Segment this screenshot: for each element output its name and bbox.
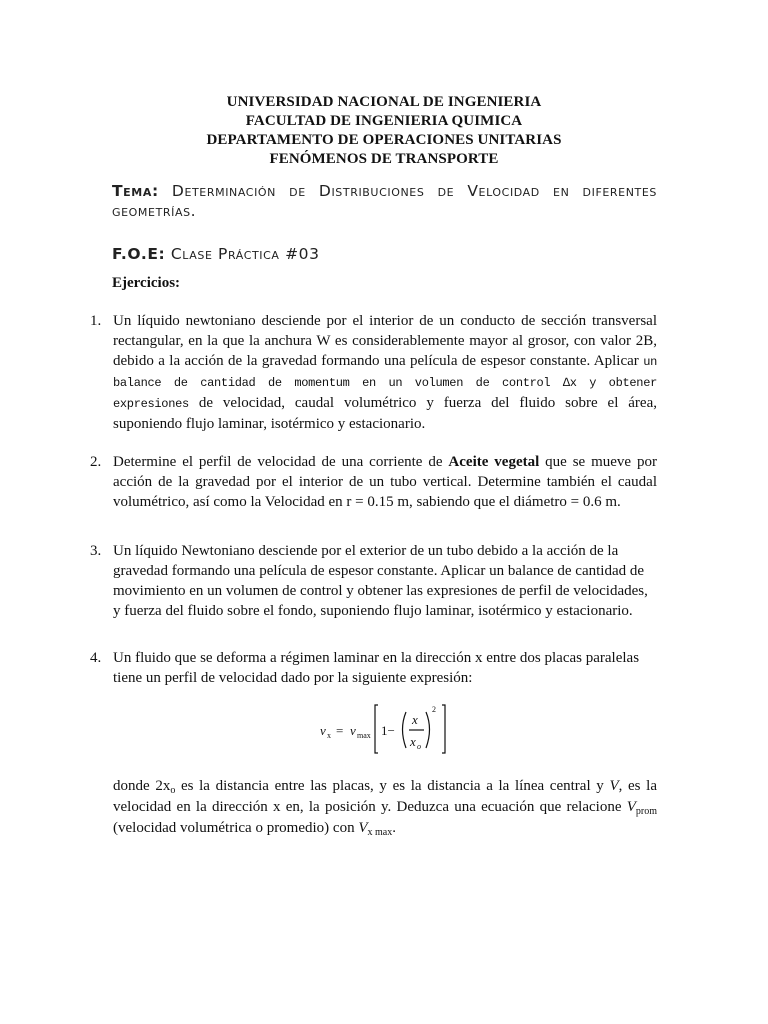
eq-denominator-sub: o — [417, 742, 421, 751]
right-bracket — [442, 705, 445, 753]
exercise-text-part: de velocidad, caudal volumétrico y fuerza del fluido sobre el área, suponiendo flujo laminar, isotérmico y estacionario. — [113, 395, 657, 432]
exercise-text-part: Determine el perfil de velocidad de una corriente de — [113, 454, 449, 470]
foe-text: Clase Práctica #03 — [170, 245, 320, 263]
desc-subscript: prom — [635, 806, 657, 817]
desc-var-vx: V — [358, 820, 368, 836]
desc-text: es la distancia entre las placas, y es la distancia a la línea central y — [175, 778, 610, 794]
faculty-name: FACULTAD DE INGENIERIA QUIMICA — [245, 113, 523, 129]
eq-v-sub: x — [327, 731, 331, 740]
eq-one-minus: 1− — [381, 723, 395, 738]
eq-equals: = — [336, 723, 344, 738]
foe-label: F.O.E: — [112, 245, 166, 263]
eq-exponent: 2 — [432, 705, 436, 714]
exercise-text — [113, 311, 657, 434]
foe-line — [112, 244, 657, 264]
desc-text: donde 2x — [113, 778, 171, 794]
exercise-number: 4. — [90, 650, 102, 666]
exercise-text — [113, 452, 657, 512]
exercise-4-description — [113, 776, 657, 839]
department-name: DEPARTAMENTO DE OPERACIONES UNITARIAS — [206, 132, 562, 148]
equation-graphic — [318, 700, 458, 760]
exercise-text-part: que se mueve por acción de la gravedad por el interior de un tubo vertical. Determine también el caudal volumétrico, así como la Velocidad en r = 0.15 m, sabiendo que el diámetro = 0.6 m. — [113, 454, 657, 510]
topic-line — [112, 181, 657, 221]
exercises-heading: Ejercicios: — [112, 275, 181, 291]
exercise-text: Un líquido Newtoniano desciende por el exterior de un tubo debido a la acción de la gravedad formando una película de espesor constante. Aplicar un balance de cantidad de movimiento en un volumen de control y obtener las expresiones de perfil de velocidades, y fuerza del fluido sobre el fondo, suponiendo flujo laminar, isotérmico y estacionario. — [113, 543, 648, 619]
topic-text: Determinación de Distribuciones de Velocidad en diferentes geometrías. — [112, 182, 658, 220]
exercise-text: Un fluido que se deforma a régimen laminar en la dirección x entre dos placas paralelas tiene un perfil de velocidad dado por la siguiente expresión: — [113, 650, 640, 686]
eq-numerator: x — [412, 712, 418, 727]
exercise-text-part: Un líquido newtoniano desciende por el interior de un conducto de sección transversal rectangular, en la que la anchura W es considerablemente mayor al grosor, con valor 2B, debido a la acción de la gravedad formando una película de espesor constante. Aplicar — [113, 313, 657, 369]
exercise-text-mono: un balance de cantidad de momentum en un volumen de control ∆x y obtener expresiones — [113, 355, 657, 411]
desc-var-v: V — [609, 778, 619, 794]
exercise-bold-term: Aceite vegetal — [448, 454, 540, 470]
right-paren — [426, 712, 430, 748]
velocity-profile-equation — [318, 700, 458, 760]
desc-subscript: x max — [367, 827, 393, 838]
eq-v: v — [320, 723, 326, 738]
eq-denominator: x — [410, 734, 416, 749]
eq-vmax: v — [350, 723, 356, 738]
left-paren — [403, 712, 407, 748]
desc-var-vprom: V — [626, 799, 636, 815]
desc-text: . — [392, 820, 396, 836]
exercise-number: 2. — [90, 454, 102, 470]
desc-text: (velocidad volumétrica o promedio) con — [113, 820, 359, 836]
course-name: FENÓMENOS DE TRANSPORTE — [269, 151, 499, 167]
topic-label: Tema: — [112, 182, 159, 200]
desc-text: , es la velocidad en la dirección x en, la posición y. Deduzca una ecuación que relacione — [113, 778, 657, 815]
desc-subscript: o — [170, 785, 176, 796]
exercise-number: 1. — [90, 313, 102, 329]
university-name: UNIVERSIDAD NACIONAL DE INGENIERIA — [226, 94, 542, 110]
exercise-number: 3. — [90, 543, 102, 559]
eq-vmax-sub: max — [357, 731, 371, 740]
left-bracket — [375, 705, 378, 753]
document-header — [0, 93, 768, 169]
